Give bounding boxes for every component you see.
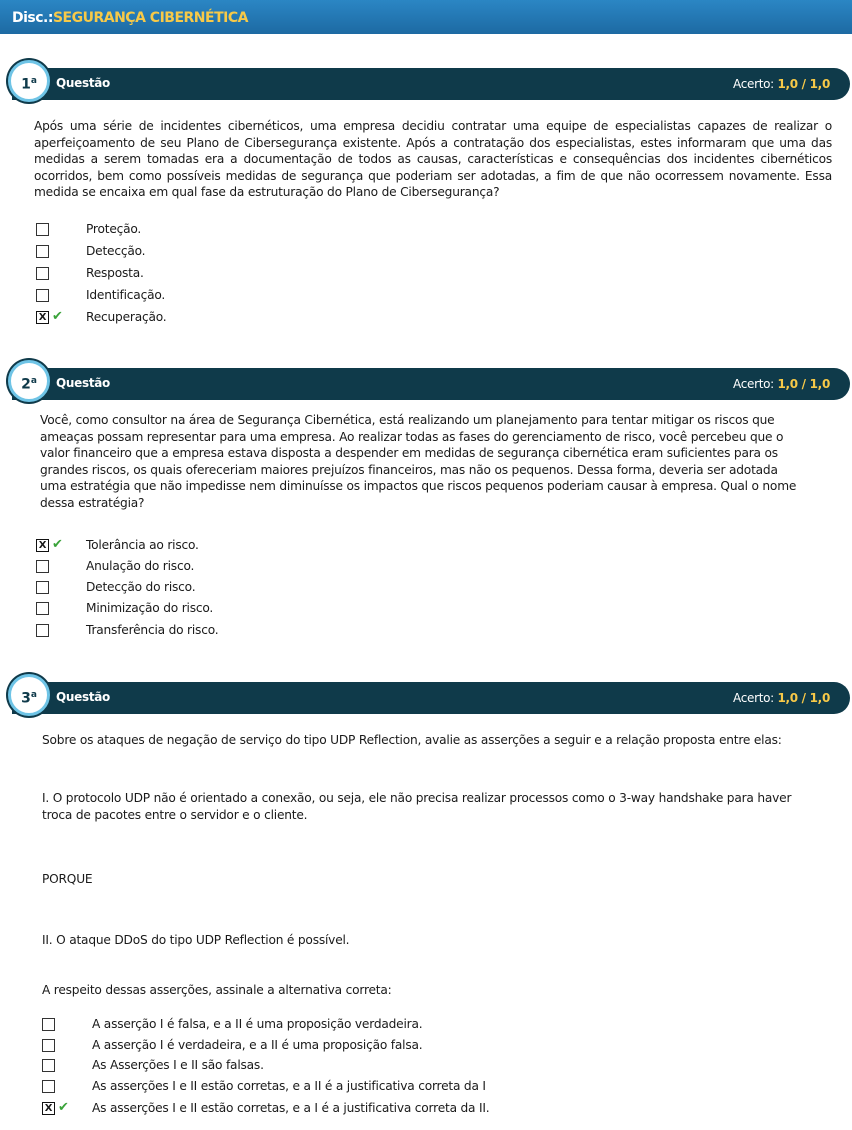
checkbox[interactable] [42, 1039, 55, 1052]
question-2-score: 1,0 / 1,0 [777, 377, 830, 391]
correct-check-icon: ✔ [58, 1100, 69, 1115]
option-label: Minimização do risco. [86, 601, 214, 615]
checkbox[interactable] [42, 1059, 55, 1072]
checkbox[interactable] [36, 560, 49, 573]
question-3-prompt: A respeito dessas asserções, assinale a alternativa correta: [42, 983, 392, 997]
discipline-bar [0, 0, 852, 34]
checkbox[interactable] [36, 624, 49, 637]
question-3-assertion-1-line-1: I. O protocolo UDP não é orientado a conexão, ou seja, ele não precisa realizar processos como o 3-way handshake para haver [42, 791, 792, 805]
checkbox[interactable] [42, 1080, 55, 1093]
checked-checkbox[interactable]: X [36, 311, 49, 324]
correct-check-icon: ✔ [52, 309, 63, 324]
option-label: Recuperação. [86, 310, 167, 324]
question-3-assertion-2: II. O ataque DDoS do tipo UDP Reflection é possível. [42, 933, 350, 947]
question-3-intro: Sobre os ataques de negação de serviço do tipo UDP Reflection, avalie as asserções a seguir e a relação proposta entre elas: [42, 733, 782, 747]
discipline-title: Disc.:SEGURANÇA CIBERNÉTICA [12, 10, 248, 26]
question-2-label: Questão [56, 376, 111, 390]
question-3-number-badge: 3$^a$ [8, 674, 50, 716]
option-label: As asserções I e II estão corretas, e a II é a justificativa correta da I [92, 1079, 486, 1093]
checkbox[interactable] [36, 267, 49, 280]
question-2-header [12, 368, 850, 400]
question-1-text: Após uma série de incidentes cibernéticos, uma empresa decidiu contratar uma equipe de especialistas capazes de realizar o aperfeiçoamento de seu Plano de Cibersegurança existente. Após a contratação dos especialistas, estes informaram que uma das medidas a serem tomadas era a documentação de todos as causas, características e consequências dos incidentes cibernéticos ocorridos, bem como possíveis medidas de segurança que poderiam ser adotadas, a fim de que não ocorressem novamente. Essa medida se encaixa em qual fase da estruturação do Plano de Cibersegurança? [34, 119, 832, 199]
option-label: Resposta. [86, 266, 144, 280]
checked-checkbox[interactable]: X [36, 539, 49, 552]
checked-checkbox[interactable]: X [42, 1102, 55, 1115]
question-3-acerto: Acerto: 1,0 / 1,0 [733, 691, 830, 705]
option-label: Tolerância ao risco. [86, 538, 199, 552]
question-1-number-badge: 1$^a$ [8, 60, 50, 102]
option-label: Identificação. [86, 288, 166, 302]
question-1-acerto: Acerto: 1,0 / 1,0 [733, 77, 830, 91]
question-3-score: 1,0 / 1,0 [777, 691, 830, 705]
checkbox[interactable] [36, 223, 49, 236]
correct-check-icon: ✔ [52, 537, 63, 552]
question-1-header [12, 68, 850, 100]
option-label: A asserção I é verdadeira, e a II é uma proposição falsa. [92, 1038, 423, 1052]
question-2-text: Você, como consultor na área de Segurança Cibernética, está realizando um planejamento para tentar mitigar os riscos que ameaças possam representar para uma empresa. Ao realizar todas as fases do gerenciamento de risco, você percebeu que o valor financeiro que a empresa estava disposta a despender em medidas de segurança cibernética eram suficientes para os grandes riscos, os quais ofereceriam maiores prejuízos financeiros, mas não os pequenos. Dessa forma, deveria ser adotada uma estratégia que não impedisse nem diminuísse os impactos que riscos pequenos poderiam causar à empresa. Qual o nome dessa estratégia? [40, 413, 797, 510]
question-1-score: 1,0 / 1,0 [777, 77, 830, 91]
option-label: Detecção. [86, 244, 146, 258]
question-3-connector: PORQUE [42, 872, 93, 886]
checkbox[interactable] [42, 1018, 55, 1031]
option-label: As Asserções I e II são falsas. [92, 1058, 264, 1072]
checkbox[interactable] [36, 581, 49, 594]
option-label: Transferência do risco. [86, 623, 219, 637]
discipline-name: SEGURANÇA CIBERNÉTICA [52, 10, 248, 26]
question-3-label: Questão [56, 690, 111, 704]
checkbox[interactable] [36, 289, 49, 302]
option-label: As asserções I e II estão corretas, e a I é a justificativa correta da II. [92, 1101, 490, 1115]
question-2-number-badge: 2$^a$ [8, 360, 50, 402]
checkbox[interactable] [36, 245, 49, 258]
option-label: Proteção. [86, 222, 142, 236]
option-label: Anulação do risco. [86, 559, 195, 573]
question-3-assertion-1-line-2: troca de pacotes entre o servidor e o cliente. [42, 808, 308, 822]
question-1-label: Questão [56, 76, 111, 90]
option-label: Detecção do risco. [86, 580, 196, 594]
checkbox[interactable] [36, 602, 49, 615]
question-2-acerto: Acerto: 1,0 / 1,0 [733, 377, 830, 391]
question-3-header [12, 682, 850, 714]
option-label: A asserção I é falsa, e a II é uma proposição verdadeira. [92, 1017, 423, 1031]
